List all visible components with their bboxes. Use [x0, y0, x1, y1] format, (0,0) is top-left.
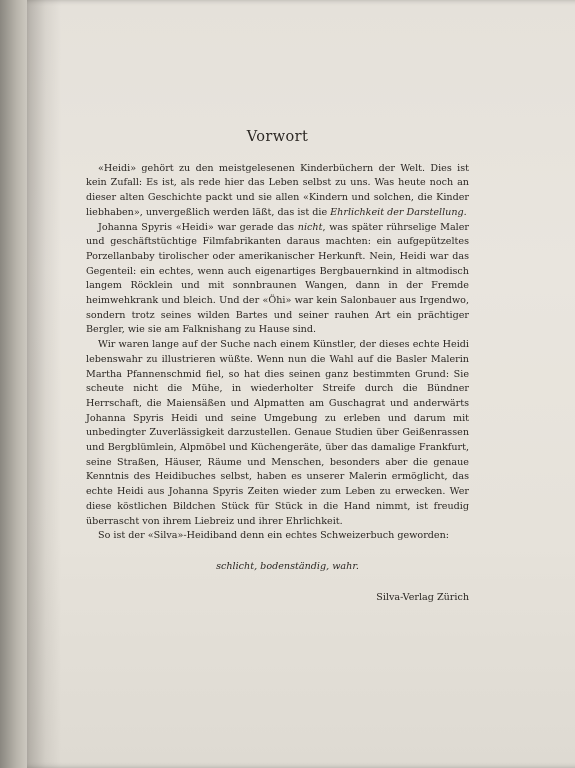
- motto: schlicht, bodenständig, wahr.: [216, 560, 359, 572]
- paragraph-1-emphasis: Ehrlichkeit der Darstellung: [330, 206, 464, 218]
- paragraph-4: [86, 529, 469, 544]
- previous-page-edge: [0, 0, 30, 768]
- paragraph-2-text: , was später rührselige Maler und geschäftstüchtige Filmfabrikanten daraus machten: ein aufgepützeltes Porzellanbaby tirolischer oder amerikanischer Herkunft. Nein, Heidi war das Gegenteil: ein echtes, wenn auch eigenartiges Bergbauernkind in altmodisch langem Röcklein und mit sonnbraunen Wangen, dann in der Fremde heimwehkrank und bleich. Und der «Öhi» war kein Salonbauer aus Irgendwo, sondern trotz seines wilden Bartes und seiner rauhen Art ein prächtiger Bergler, wie sie am Falknishang zu Hause sind.: [86, 221, 470, 336]
- gutter-shadow: [27, 0, 61, 768]
- paragraph-1: [86, 162, 469, 221]
- paragraph-1-end: .: [463, 206, 467, 218]
- page-title: Vorwort: [246, 129, 309, 145]
- foreword-text: [86, 130, 469, 605]
- paragraph-1-text: «Heidi» gehört zu den meistgelesenen Kinderbüchern der Welt. Dies ist kein Zufall: Es ist, als rede hier das Leben selbst zu uns. Was heute noch an dieser alten Geschichte packt und sie allen «Kindern und solchen, die Kinder liebhaben», unvergeßlich werden läßt, das ist die: [86, 162, 469, 218]
- paragraph-2-emphasis: nicht: [297, 221, 323, 233]
- paragraph-3-text: Wir waren lange auf der Suche nach einem Künstler, der dieses echte Heidi lebenswahr zu illustrieren wüßte. Wenn nun die Wahl auf die Basler Malerin Martha Pfannenschmid fiel, so hat dies seinen ganz bestimmten Grund: Sie scheute nicht die Mühe, in wiederholter Streife durch die Bündner Herrschaft, die Maiensäßen und Alpmatten am Guschagrat und anderwärts Johanna Spyris Heidi und seine Umgebung zu erleben und darum mit unbedingter Zuverlässigkeit darzustellen. Genaue Studien über Geißenrassen und Bergblümlein, Alpmöbel und Küchengeräte, über das damalige Frankfurt, seine Straßen, Häuser, Räume und Menschen, besonders aber die genaue Kenntnis des Heidibuches selbst, haben es unserer Malerin ermöglicht, das echte Heidi aus Johanna Spyris Zeiten wieder zum Leben zu erwecken. Wer diese köstlichen Bildchen Stück für Stück in die Hand nimmt, ist freudig überrascht von ihrem Liebreiz und ihrer Ehrlichkeit.: [86, 339, 469, 527]
- paragraph-3: [86, 338, 469, 529]
- publisher-signature: Silva-Verlag Zürich: [376, 591, 469, 603]
- paragraph-2-start: Johanna Spyris «Heidi» war gerade das: [98, 221, 298, 233]
- paragraph-4-text: So ist der «Silva»-Heidiband denn ein echtes Schweizerbuch geworden:: [98, 530, 450, 542]
- paragraph-2: [86, 221, 469, 339]
